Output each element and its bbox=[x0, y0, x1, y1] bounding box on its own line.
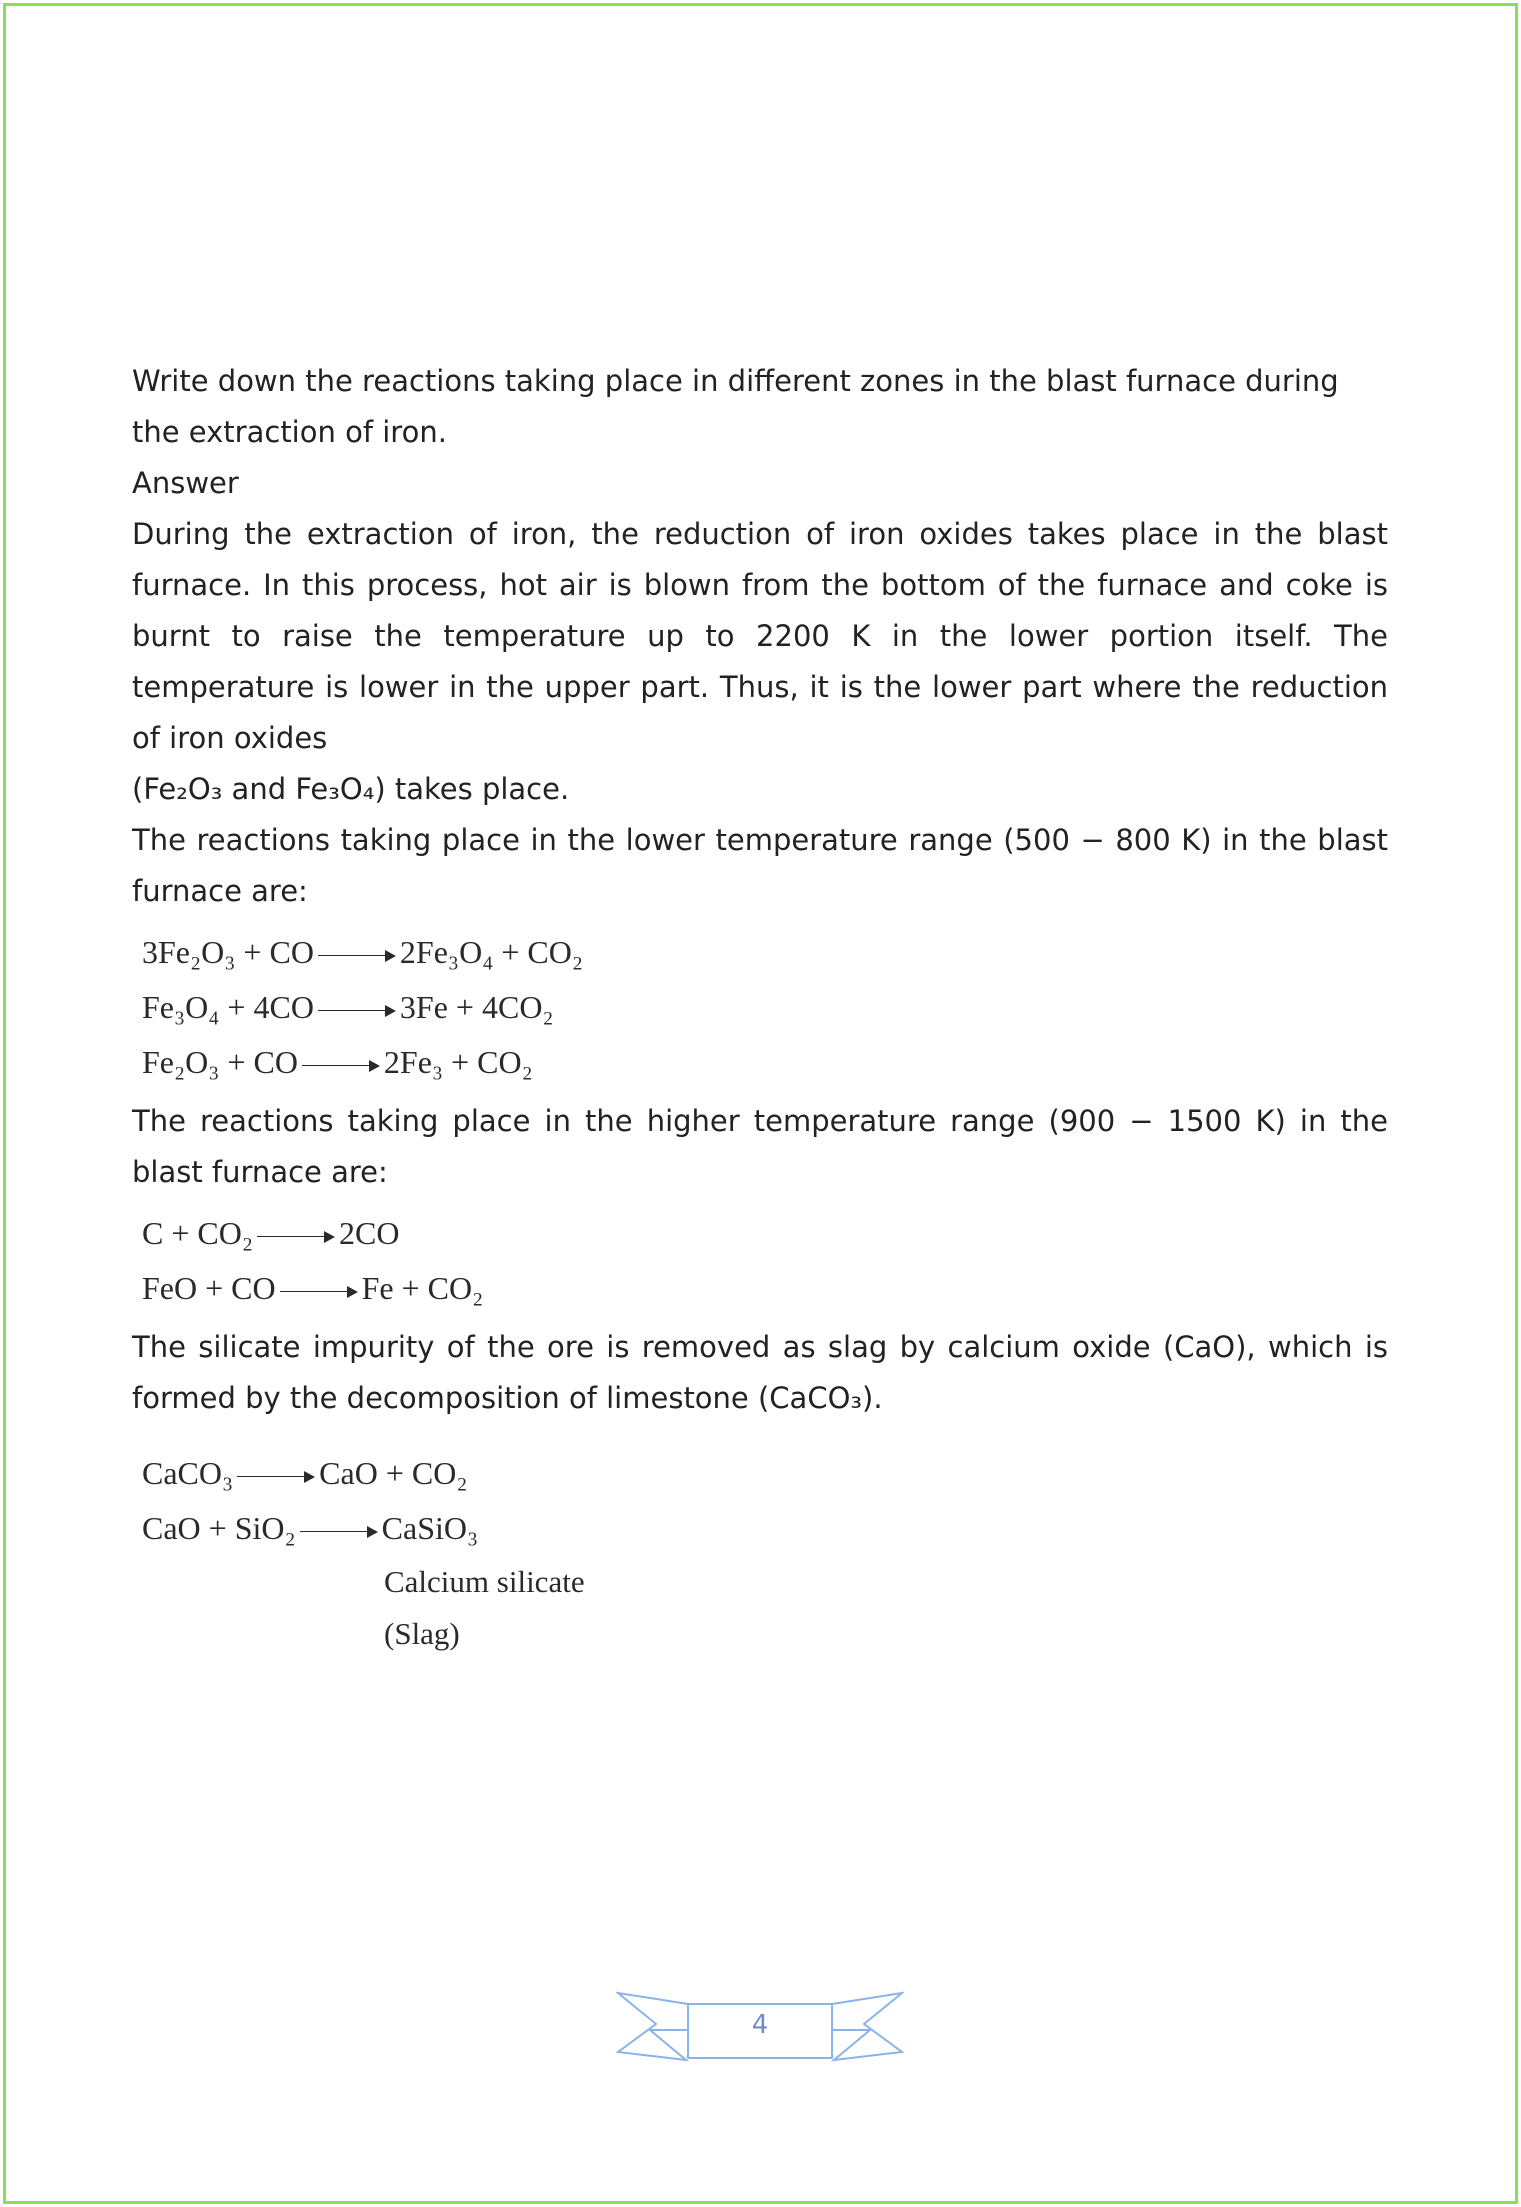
intro-paragraph: During the extraction of iron, the reduction of iron oxides takes place in the blast furnace. In this process, hot air is blown from the bottom of the furnace and coke is burnt to raise the temperature up to 2200 K in the lower portion itself. The temperature is lower in the upper part. Thus, it is the lower part where the reduction of iron oxides bbox=[132, 517, 1388, 755]
equation bbox=[132, 1501, 1388, 1556]
equation bbox=[132, 1206, 1388, 1261]
equation bbox=[132, 1035, 1388, 1090]
slag-equations bbox=[132, 1446, 1388, 1660]
equation-rhs: Fe + CO₂ bbox=[361, 1270, 484, 1306]
lower-equations bbox=[132, 925, 1388, 1090]
lower-range-paragraph: The reactions taking place in the lower temperature range (500 − 800 K) in the blast furnace are: bbox=[132, 823, 1388, 908]
arrow-icon bbox=[300, 1531, 378, 1533]
slag-label-slag: (Slag) bbox=[384, 1616, 460, 1651]
arrow-icon bbox=[302, 1065, 380, 1067]
arrow-icon bbox=[257, 1236, 335, 1238]
equation bbox=[132, 1261, 1388, 1316]
question-line-2: the extraction of iron. bbox=[132, 415, 447, 449]
slag-label-calcium-silicate: Calcium silicate bbox=[384, 1564, 585, 1599]
equation-rhs: 2CO bbox=[339, 1215, 400, 1251]
arrow-icon bbox=[237, 1476, 315, 1478]
equation-lhs: CaO + SiO₂ bbox=[142, 1510, 296, 1546]
higher-equations bbox=[132, 1206, 1388, 1316]
document-body bbox=[132, 356, 1388, 1666]
intro-paragraph-end: (Fe₂O₃ and Fe₃O₄) takes place. bbox=[132, 772, 570, 806]
equation-rhs: CaO + CO₂ bbox=[319, 1455, 468, 1491]
equation-lhs: CaCO₃ bbox=[142, 1455, 234, 1491]
equation-lhs: C + CO₂ bbox=[142, 1215, 253, 1251]
equation bbox=[132, 1446, 1388, 1501]
higher-range-paragraph: The reactions taking place in the higher temperature range (900 − 1500 K) in the blast furnace are: bbox=[132, 1104, 1388, 1189]
equation-rhs: 3Fe + 4CO₂ bbox=[399, 989, 554, 1025]
equation-lhs: 3Fe₂O₃ + CO bbox=[142, 934, 314, 970]
equation-rhs: 2Fe₃ + CO₂ bbox=[383, 1044, 533, 1080]
silicate-paragraph: The silicate impurity of the ore is removed as slag by calcium oxide (CaO), which is formed by the decomposition of limestone (CaCO₃). bbox=[132, 1330, 1388, 1415]
equation-lhs: FeO + CO bbox=[142, 1270, 276, 1306]
answer-label: Answer bbox=[132, 466, 239, 500]
equation bbox=[132, 925, 1388, 980]
page-number-ribbon bbox=[616, 1990, 904, 2070]
equation-lhs: Fe₂O₃ + CO bbox=[142, 1044, 298, 1080]
question-line-1: Write down the reactions taking place in different zones in the blast furnace during bbox=[132, 364, 1339, 398]
page-number: 4 bbox=[751, 2010, 769, 2040]
equation-rhs: 2Fe₃O₄ + CO₂ bbox=[399, 934, 583, 970]
arrow-icon bbox=[280, 1291, 358, 1293]
arrow-icon bbox=[318, 955, 396, 957]
equation-lhs: Fe₃O₄ + 4CO bbox=[142, 989, 314, 1025]
equation bbox=[132, 980, 1388, 1035]
equation-rhs: CaSiO₃ bbox=[381, 1510, 479, 1546]
arrow-icon bbox=[318, 1010, 396, 1012]
